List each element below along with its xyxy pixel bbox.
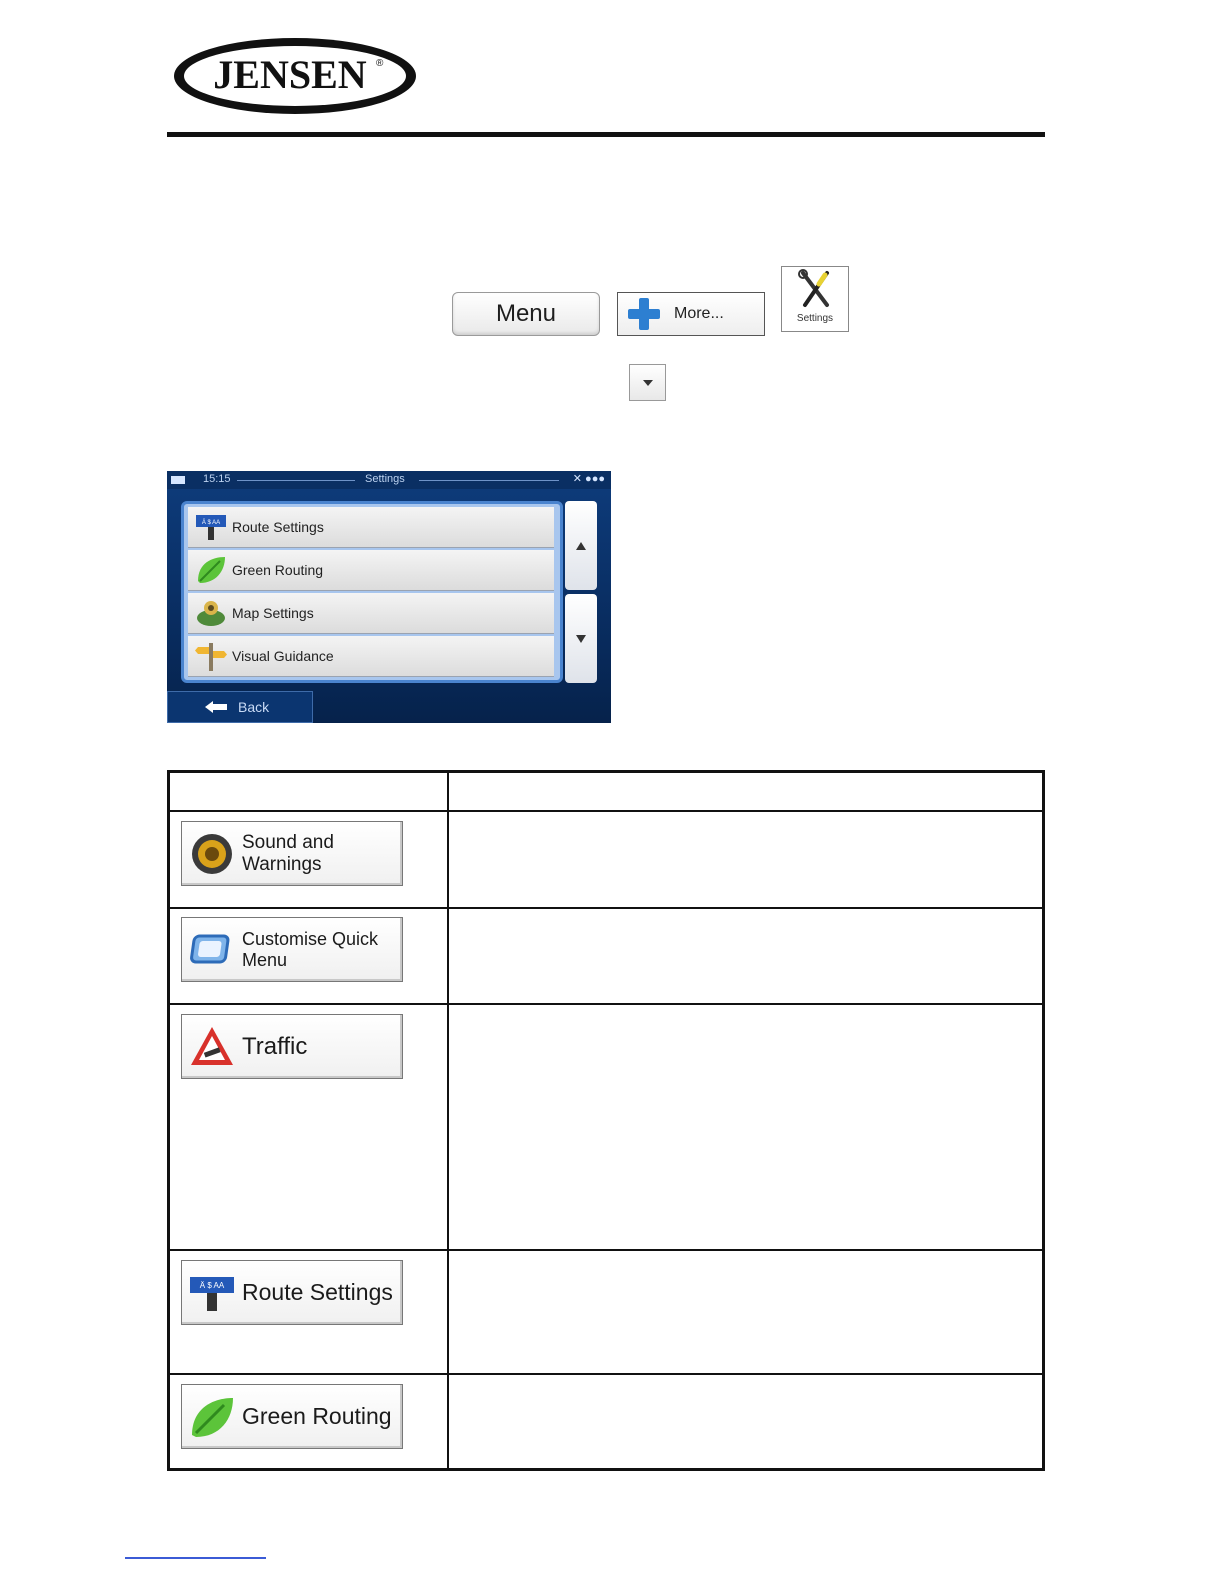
status-icons: ✕ ●●● [572, 473, 605, 485]
table-row-divider [170, 1249, 1042, 1251]
battery-icon [171, 476, 185, 484]
table-row-divider [170, 1373, 1042, 1375]
chevron-down-icon [641, 378, 655, 388]
triangle-down-icon [575, 634, 587, 644]
header-rule [167, 132, 1045, 137]
brand-text: JENSEN [213, 52, 367, 97]
table-button-label: Green Routing [242, 1403, 392, 1429]
status-title: Settings [365, 473, 405, 485]
route-settings-button[interactable] [181, 1260, 403, 1325]
list-scroll-down-button[interactable] [565, 594, 597, 683]
back-arrow-icon [204, 700, 228, 714]
quick-menu-icon [188, 926, 236, 974]
table-button-label: Sound and Warnings [242, 831, 334, 875]
table-row-divider [170, 810, 1042, 812]
svg-text:Ä $ AA: Ä $ AA [199, 1280, 225, 1290]
settings-button[interactable] [781, 266, 849, 332]
map-settings-icon [194, 596, 228, 630]
list-scroll-up-button[interactable] [565, 501, 597, 590]
list-item-label: Route Settings [232, 519, 324, 535]
table-column-divider [447, 773, 449, 1468]
table-button-label: Customise Quick Menu [242, 928, 379, 970]
traffic-warning-icon [188, 1023, 236, 1071]
more-button-label: More... [674, 305, 724, 322]
footer-link-underline [125, 1557, 266, 1559]
svg-text:JENSEN [213, 52, 366, 97]
menu-button-label: Menu [495, 300, 557, 327]
svg-text:® [376, 58, 384, 69]
status-bar [167, 471, 611, 489]
scroll-down-button[interactable] [629, 364, 666, 401]
green-leaf-icon [194, 553, 228, 587]
route-signs-icon [194, 510, 228, 544]
tools-icon [793, 267, 837, 311]
triangle-up-icon [575, 541, 587, 551]
green-routing-button[interactable] [181, 1384, 403, 1449]
table-row-divider [170, 907, 1042, 909]
status-divider [237, 480, 355, 481]
settings-list [181, 501, 563, 683]
list-item-route-settings[interactable] [188, 507, 554, 548]
more-button[interactable] [617, 292, 765, 336]
back-button-label: Back [238, 699, 270, 715]
svg-text:Ä $ AA: Ä $ AA [201, 520, 221, 526]
speaker-icon [188, 830, 236, 878]
registered-mark: ® [376, 58, 384, 69]
plus-icon [626, 296, 662, 332]
list-item-label: Visual Guidance [232, 648, 334, 664]
list-item-label: Map Settings [232, 605, 314, 621]
list-item-green-routing[interactable] [188, 550, 554, 591]
table-button-label: Route Settings [242, 1279, 393, 1305]
settings-button-label: Settings [796, 313, 834, 324]
green-leaf-icon [188, 1393, 236, 1441]
back-button[interactable] [167, 691, 313, 723]
list-item-visual-guidance[interactable] [188, 636, 554, 677]
status-divider [419, 480, 559, 481]
traffic-button[interactable] [181, 1014, 403, 1079]
list-item-map-settings[interactable] [188, 593, 554, 634]
list-item-label: Green Routing [232, 562, 324, 578]
table-row-divider [170, 1003, 1042, 1005]
device-screen [167, 471, 611, 723]
sound-and-warnings-button[interactable] [181, 821, 403, 886]
signpost-icon [194, 639, 228, 673]
route-signs-icon [188, 1269, 236, 1317]
settings-table [167, 770, 1045, 1471]
menu-button[interactable] [452, 292, 600, 336]
customise-quick-menu-button[interactable] [181, 917, 403, 982]
jensen-logo [172, 36, 418, 116]
status-time: 15:15 [203, 473, 231, 485]
table-button-label: Traffic [242, 1032, 308, 1060]
